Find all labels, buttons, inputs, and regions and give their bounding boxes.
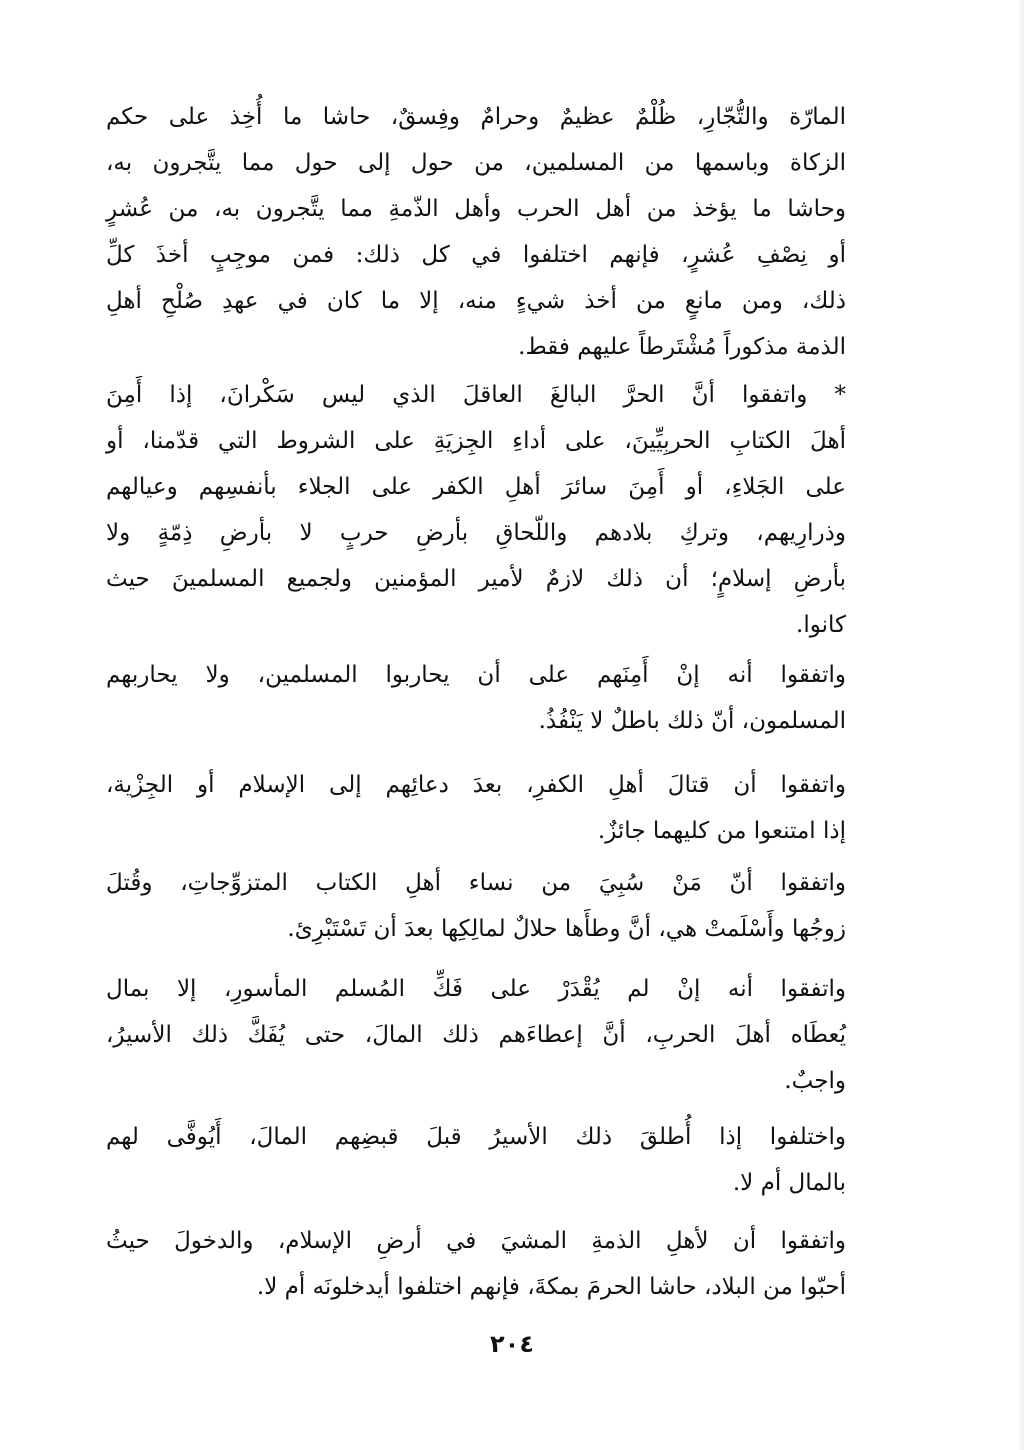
paragraph-4 <box>106 762 846 854</box>
paragraph-line: كانوا. <box>796 612 846 638</box>
paragraph-line: * واتفقوا أنَّ الحرَّ البالغَ العاقلَ الذي ليس سَكْرانَ، إذا أَمِنَ <box>106 382 846 408</box>
paragraph-line: المارّة والتُّجّارِ، ظُلْمٌ عظيمٌ وحرامٌ وفِسقٌ، حاشا ما أُخِذ على حكم <box>106 104 846 130</box>
paragraph-line: واختلفوا إذا أُطلقَ ذلك الأسيرُ قبلَ قبضِهم المالَ، أَيُوفَّى لهم <box>106 1124 846 1150</box>
paragraph-line: ذلك، ومن مانعٍ من أخذ شيءٍ منه، إلا ما كان في عهدِ صُلْحِ أهلِ <box>106 288 846 314</box>
page-number: ٢٠٤ <box>490 1330 534 1358</box>
paragraph-2 <box>106 372 846 648</box>
paragraph-1 <box>106 94 846 370</box>
paragraph-line: واجبٌ. <box>784 1068 846 1094</box>
page-edge <box>1018 0 1024 1450</box>
paragraph-7 <box>106 1114 846 1206</box>
paragraph-line: واتفقوا أنه إنْ أَمِنَهم على أن يحاربوا المسلمين، ولا يحاربهم <box>106 662 846 688</box>
paragraph-line: زوجُها وأَسْلَمتْ هي، أنَّ وطأَها حلالٌ لمالِكِها بعدَ أن تَسْتَبْرِئ. <box>287 916 846 942</box>
paragraph-line: على الجَلاءِ، أو أَمِنَ سائرَ أهلِ الكفر على الجلاء بأنفسِهم وعيالهم <box>106 474 846 500</box>
paragraph-line: واتفقوا أنّ مَنْ سُبِيَ من نساء أهلِ الكتاب المتزوِّجاتِ، وقُتلَ <box>106 870 846 896</box>
paragraph-line: الزكاة وباسمها من المسلمين، من حول إلى حول مما يتَّجرون به، <box>106 150 846 176</box>
paragraph-line: إذا امتنعوا من كليهما جائزٌ. <box>597 818 846 844</box>
paragraph-line: أو نِصْفِ عُشرٍ، فإنهم اختلفوا في كل ذلك: فمن موجِبٍ أخذَ كلِّ <box>106 242 846 268</box>
paragraph-8 <box>106 1218 846 1310</box>
paragraph-line: أهلَ الكتابِ الحربِيِّينَ، على أداءِ الجِزيَةِ على الشروط التي قدّمنا، أو <box>106 428 846 454</box>
paragraph-line: وذرارِيهم، وتركِ بلادهم واللّحاقِ بأرضِ حربٍ لا بأرضِ ذِمّةٍ ولا <box>106 520 846 546</box>
paragraph-6 <box>106 966 846 1104</box>
paragraph-line: يُعطَاه أهلَ الحربِ، أنَّ إعطاءَهم ذلك المالَ، حتى يُفَكَّ ذلك الأسيرُ، <box>106 1022 846 1048</box>
paragraph-line: الذمة مذكوراً مُشْتَرطاً عليهم فقط. <box>518 334 846 360</box>
paragraph-line: وحاشا ما يؤخذ من أهل الحرب وأهل الذّمةِ مما يتَّجرون به، من عُشرٍ <box>106 196 846 222</box>
paragraph-5 <box>106 860 846 952</box>
paragraph-line: بأرضِ إسلامٍ؛ أن ذلك لازمٌ لأمير المؤمنين ولجميع المسلمينَ حيث <box>106 566 846 592</box>
paragraph-line: المسلمون، أنّ ذلك باطلٌ لا يَنْفُذُ. <box>538 708 846 734</box>
paragraph-line: أحبّوا من البلاد، حاشا الحرمَ بمكةَ، فإنهم اختلفوا أيدخلونَه أم لا. <box>256 1274 846 1300</box>
paragraph-line: واتفقوا أن لأهلِ الذمةِ المشيَ في أرضِ الإسلام، والدخولَ حيثُ <box>106 1228 846 1254</box>
paragraph-3 <box>106 652 846 744</box>
paragraph-line: واتفقوا أنه إنْ لم يُقْدَرْ على فَكِّ المُسلم المأسورِ، إلا بمال <box>106 976 846 1002</box>
paragraph-line: واتفقوا أن قتالَ أهلِ الكفرِ، بعدَ دعائِهم إلى الإسلام أو الجِزْية، <box>106 772 846 798</box>
paragraph-line: بالمال أم لا. <box>732 1170 846 1196</box>
